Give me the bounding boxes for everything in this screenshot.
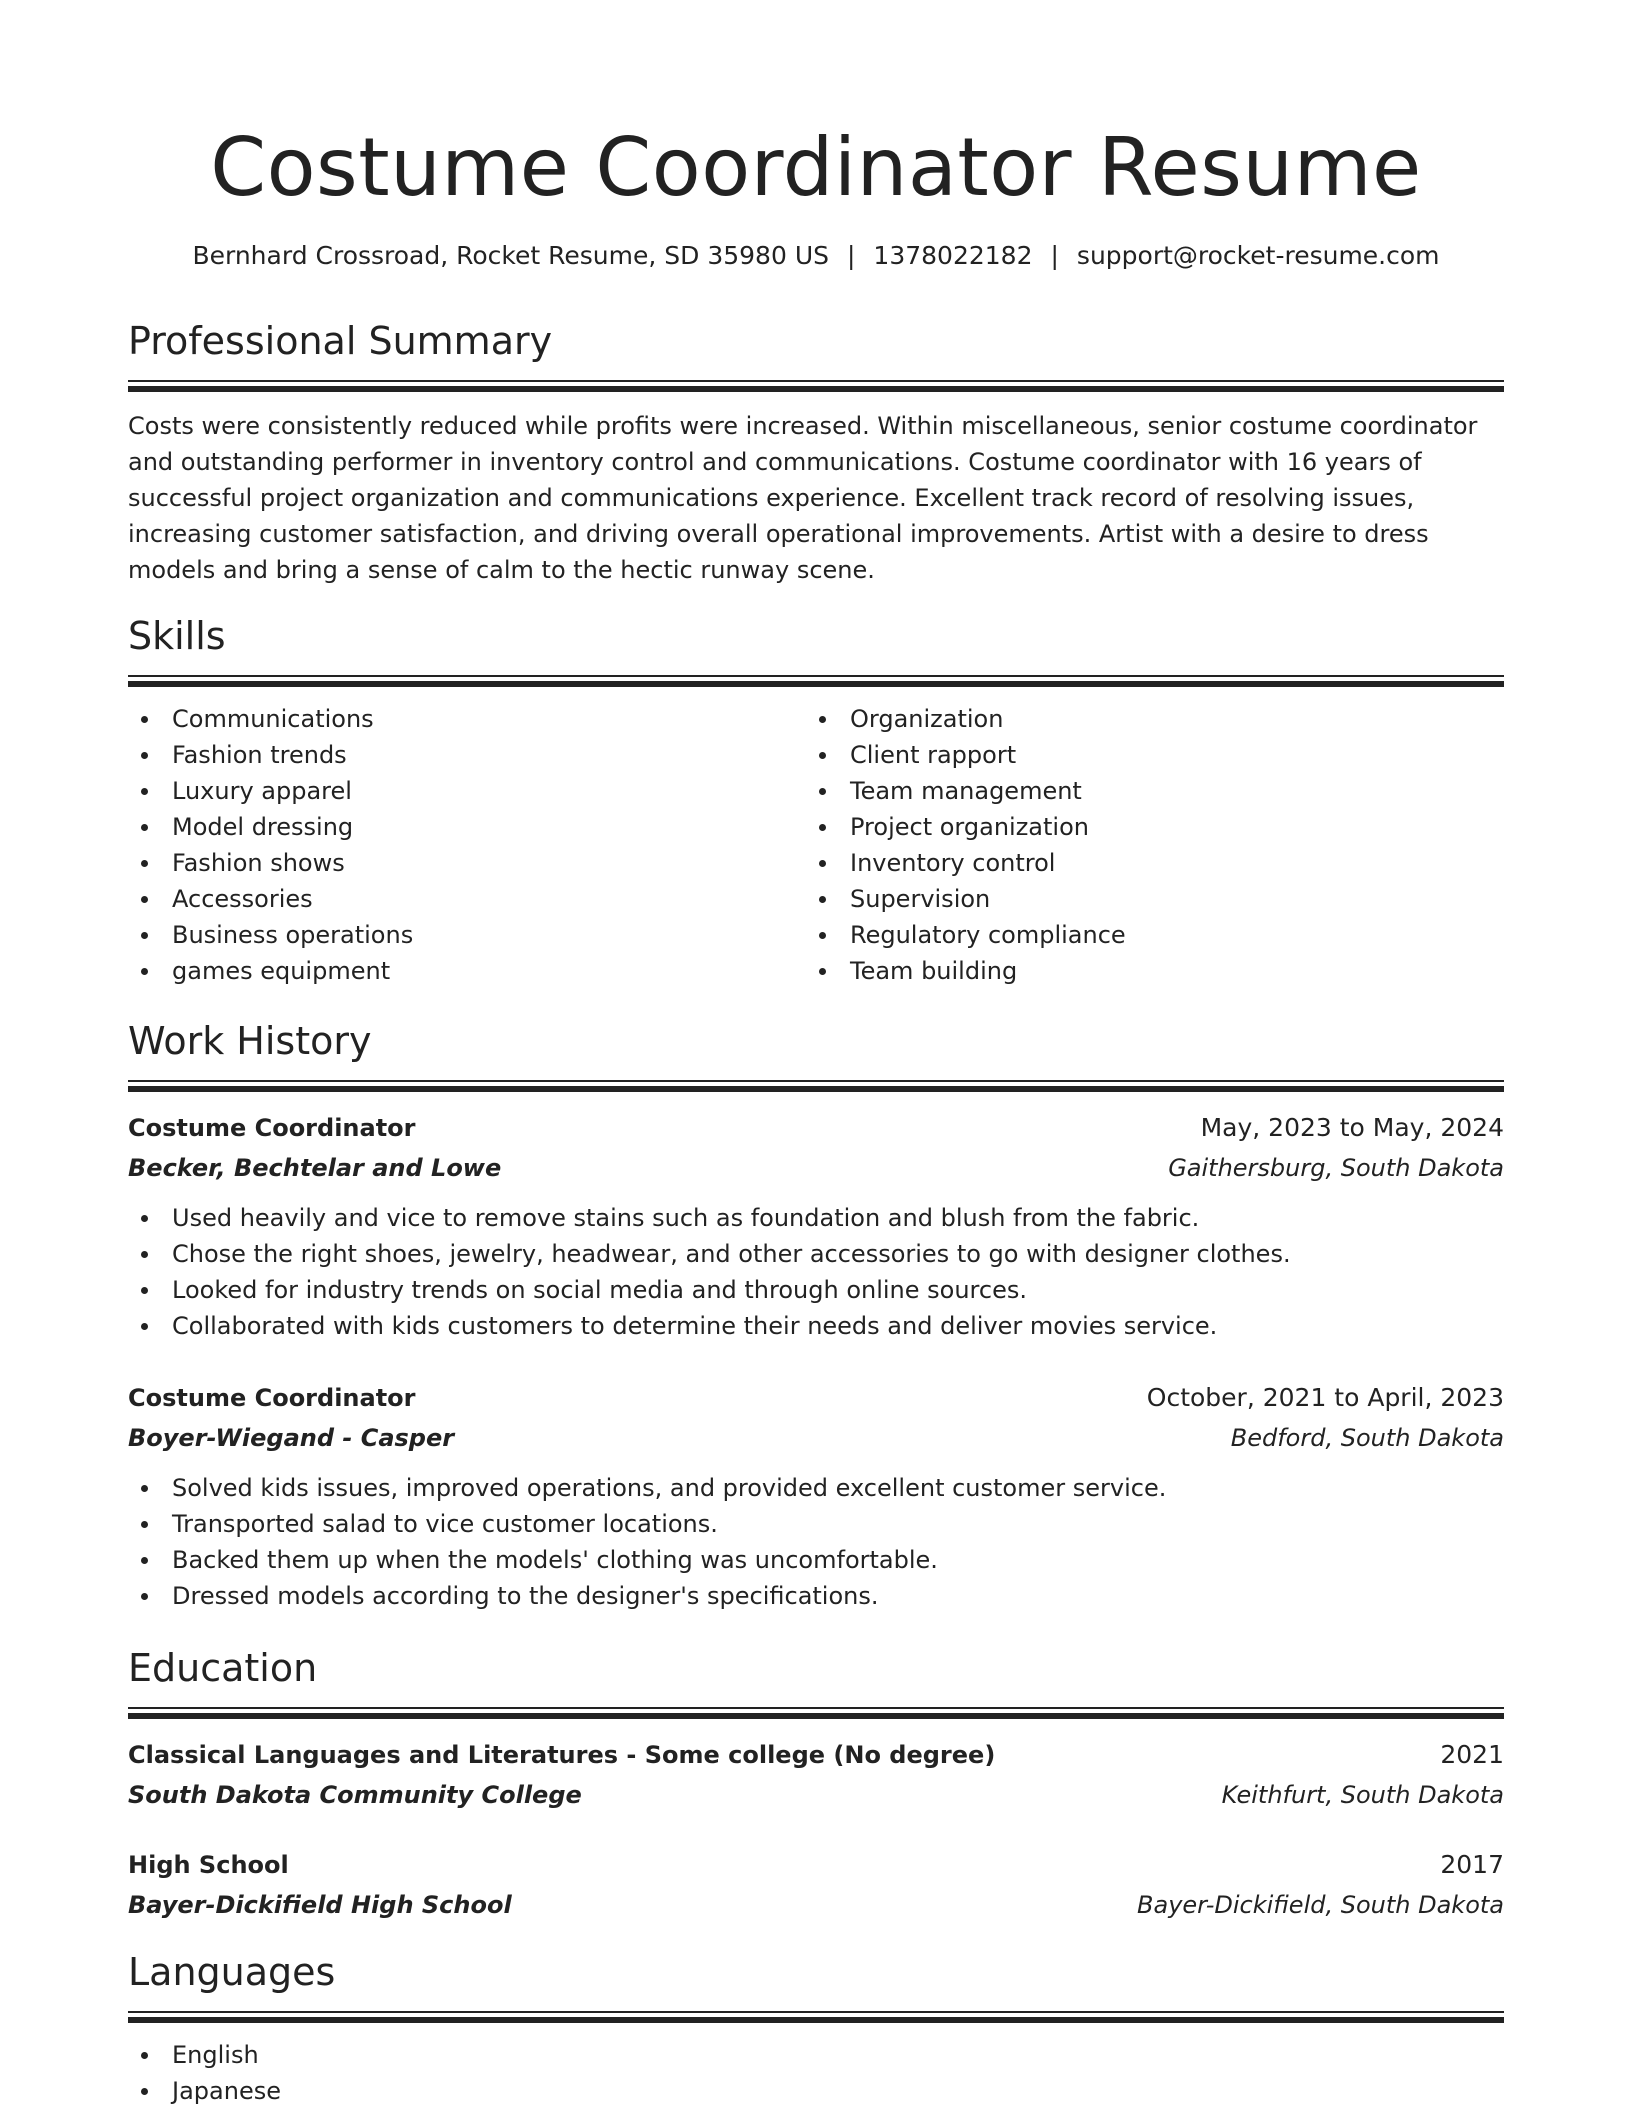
work-history-section [128, 1016, 1504, 1614]
skill-item: Communications [128, 701, 806, 737]
education-school: South Dakota Community College [128, 1781, 582, 1809]
skill-item: Luxury apparel [128, 773, 806, 809]
section-heading-skills: Skills [128, 614, 226, 658]
language-item: Japanese [128, 2073, 1504, 2109]
languages-list [128, 2037, 1504, 2109]
job-title: Costume Coordinator [128, 1114, 416, 1142]
education-year: 2021 [1440, 1740, 1504, 1769]
languages-section [128, 1947, 1504, 2109]
skill-item: Fashion shows [128, 845, 806, 881]
skill-item: Business operations [128, 917, 806, 953]
education-year: 2017 [1440, 1850, 1504, 1879]
duty-item: Backed them up when the models' clothing was uncomfortable. [128, 1542, 1504, 1578]
skill-item: Supervision [806, 881, 1484, 917]
summary-section [128, 316, 1504, 588]
education-school: Bayer-Dickifield High School [128, 1891, 512, 1919]
contact-address: Bernhard Crossroad, Rocket Resume, SD 35980 US [192, 241, 829, 270]
section-divider [128, 380, 1504, 392]
section-heading-work: Work History [128, 1019, 372, 1063]
section-heading-summary: Professional Summary [128, 319, 553, 363]
duty-item: Chose the right shoes, jewelry, headwear, and other accessories to go with designer clothes. [128, 1236, 1504, 1272]
duty-item: Used heavily and vice to remove stains such as foundation and blush from the fabric. [128, 1200, 1504, 1236]
job-company: Becker, Bechtelar and Lowe [128, 1154, 502, 1182]
section-divider [128, 675, 1504, 687]
contact-phone: 1378022182 [873, 241, 1033, 270]
skill-item: games equipment [128, 953, 806, 989]
duty-item: Collaborated with kids customers to determine their needs and deliver movies service. [128, 1308, 1504, 1344]
job-dates: October, 2021 to April, 2023 [1146, 1383, 1504, 1412]
skill-item: Team management [806, 773, 1484, 809]
skill-item: Fashion trends [128, 737, 806, 773]
contact-separator: | [1050, 241, 1059, 270]
job-entry [128, 1378, 1504, 1614]
education-location: Bayer-Dickifield, South Dakota [1137, 1891, 1504, 1919]
section-divider [128, 2011, 1504, 2023]
skill-item: Organization [806, 701, 1484, 737]
education-entry [128, 1845, 1504, 1925]
section-divider [128, 1707, 1504, 1719]
summary-text: Costs were consistently reduced while profits were increased. Within miscellaneous, senior costume coordinator and outstanding performer in inventory control and communications. Costume coordinator with 16 years of successful project organization and communications experience. Excellent track record of resolving issues, increasing customer satisfaction, and driving overall operational improvements. Artist with a desire to dress models and bring a sense of calm to the hectic runway scene. [128, 412, 1478, 584]
section-heading-education: Education [128, 1646, 318, 1690]
duty-item: Looked for industry trends on social media and through online sources. [128, 1272, 1504, 1308]
duty-item: Transported salad to vice customer locations. [128, 1506, 1504, 1542]
job-entry [128, 1108, 1504, 1344]
job-title: Costume Coordinator [128, 1384, 416, 1412]
duty-item: Dressed models according to the designer's specifications. [128, 1578, 1504, 1614]
education-degree: Classical Languages and Literatures - Some college (No degree) [128, 1741, 996, 1769]
skill-item: Regulatory compliance [806, 917, 1484, 953]
job-location: Gaithersburg, South Dakota [1168, 1154, 1504, 1182]
job-duties [128, 1200, 1504, 1344]
education-degree: High School [128, 1851, 289, 1879]
job-company: Boyer-Wiegand - Casper [128, 1424, 455, 1452]
education-entry [128, 1735, 1504, 1815]
skill-item: Team building [806, 953, 1484, 989]
section-divider [128, 1080, 1504, 1092]
education-location: Keithfurt, South Dakota [1221, 1781, 1504, 1809]
skills-list-left [128, 701, 806, 989]
duty-item: Solved kids issues, improved operations, and provided excellent customer service. [128, 1470, 1504, 1506]
job-location: Bedford, South Dakota [1230, 1424, 1504, 1452]
education-section [128, 1643, 1504, 1925]
skills-grid [128, 701, 1504, 989]
contact-email: support@rocket-resume.com [1076, 241, 1440, 270]
skill-item: Project organization [806, 809, 1484, 845]
skill-item: Accessories [128, 881, 806, 917]
section-heading-languages: Languages [128, 1950, 336, 1994]
resume-title: Costume Coordinator Resume [210, 121, 1422, 214]
skills-list-right [806, 701, 1484, 989]
skill-item: Model dressing [128, 809, 806, 845]
job-duties [128, 1470, 1504, 1614]
skill-item: Client rapport [806, 737, 1484, 773]
contact-separator: | [846, 241, 856, 270]
job-dates: May, 2023 to May, 2024 [1200, 1113, 1504, 1142]
skill-item: Inventory control [806, 845, 1484, 881]
skills-section [128, 611, 1504, 989]
language-item: English [128, 2037, 1504, 2073]
contact-line [128, 238, 1504, 274]
